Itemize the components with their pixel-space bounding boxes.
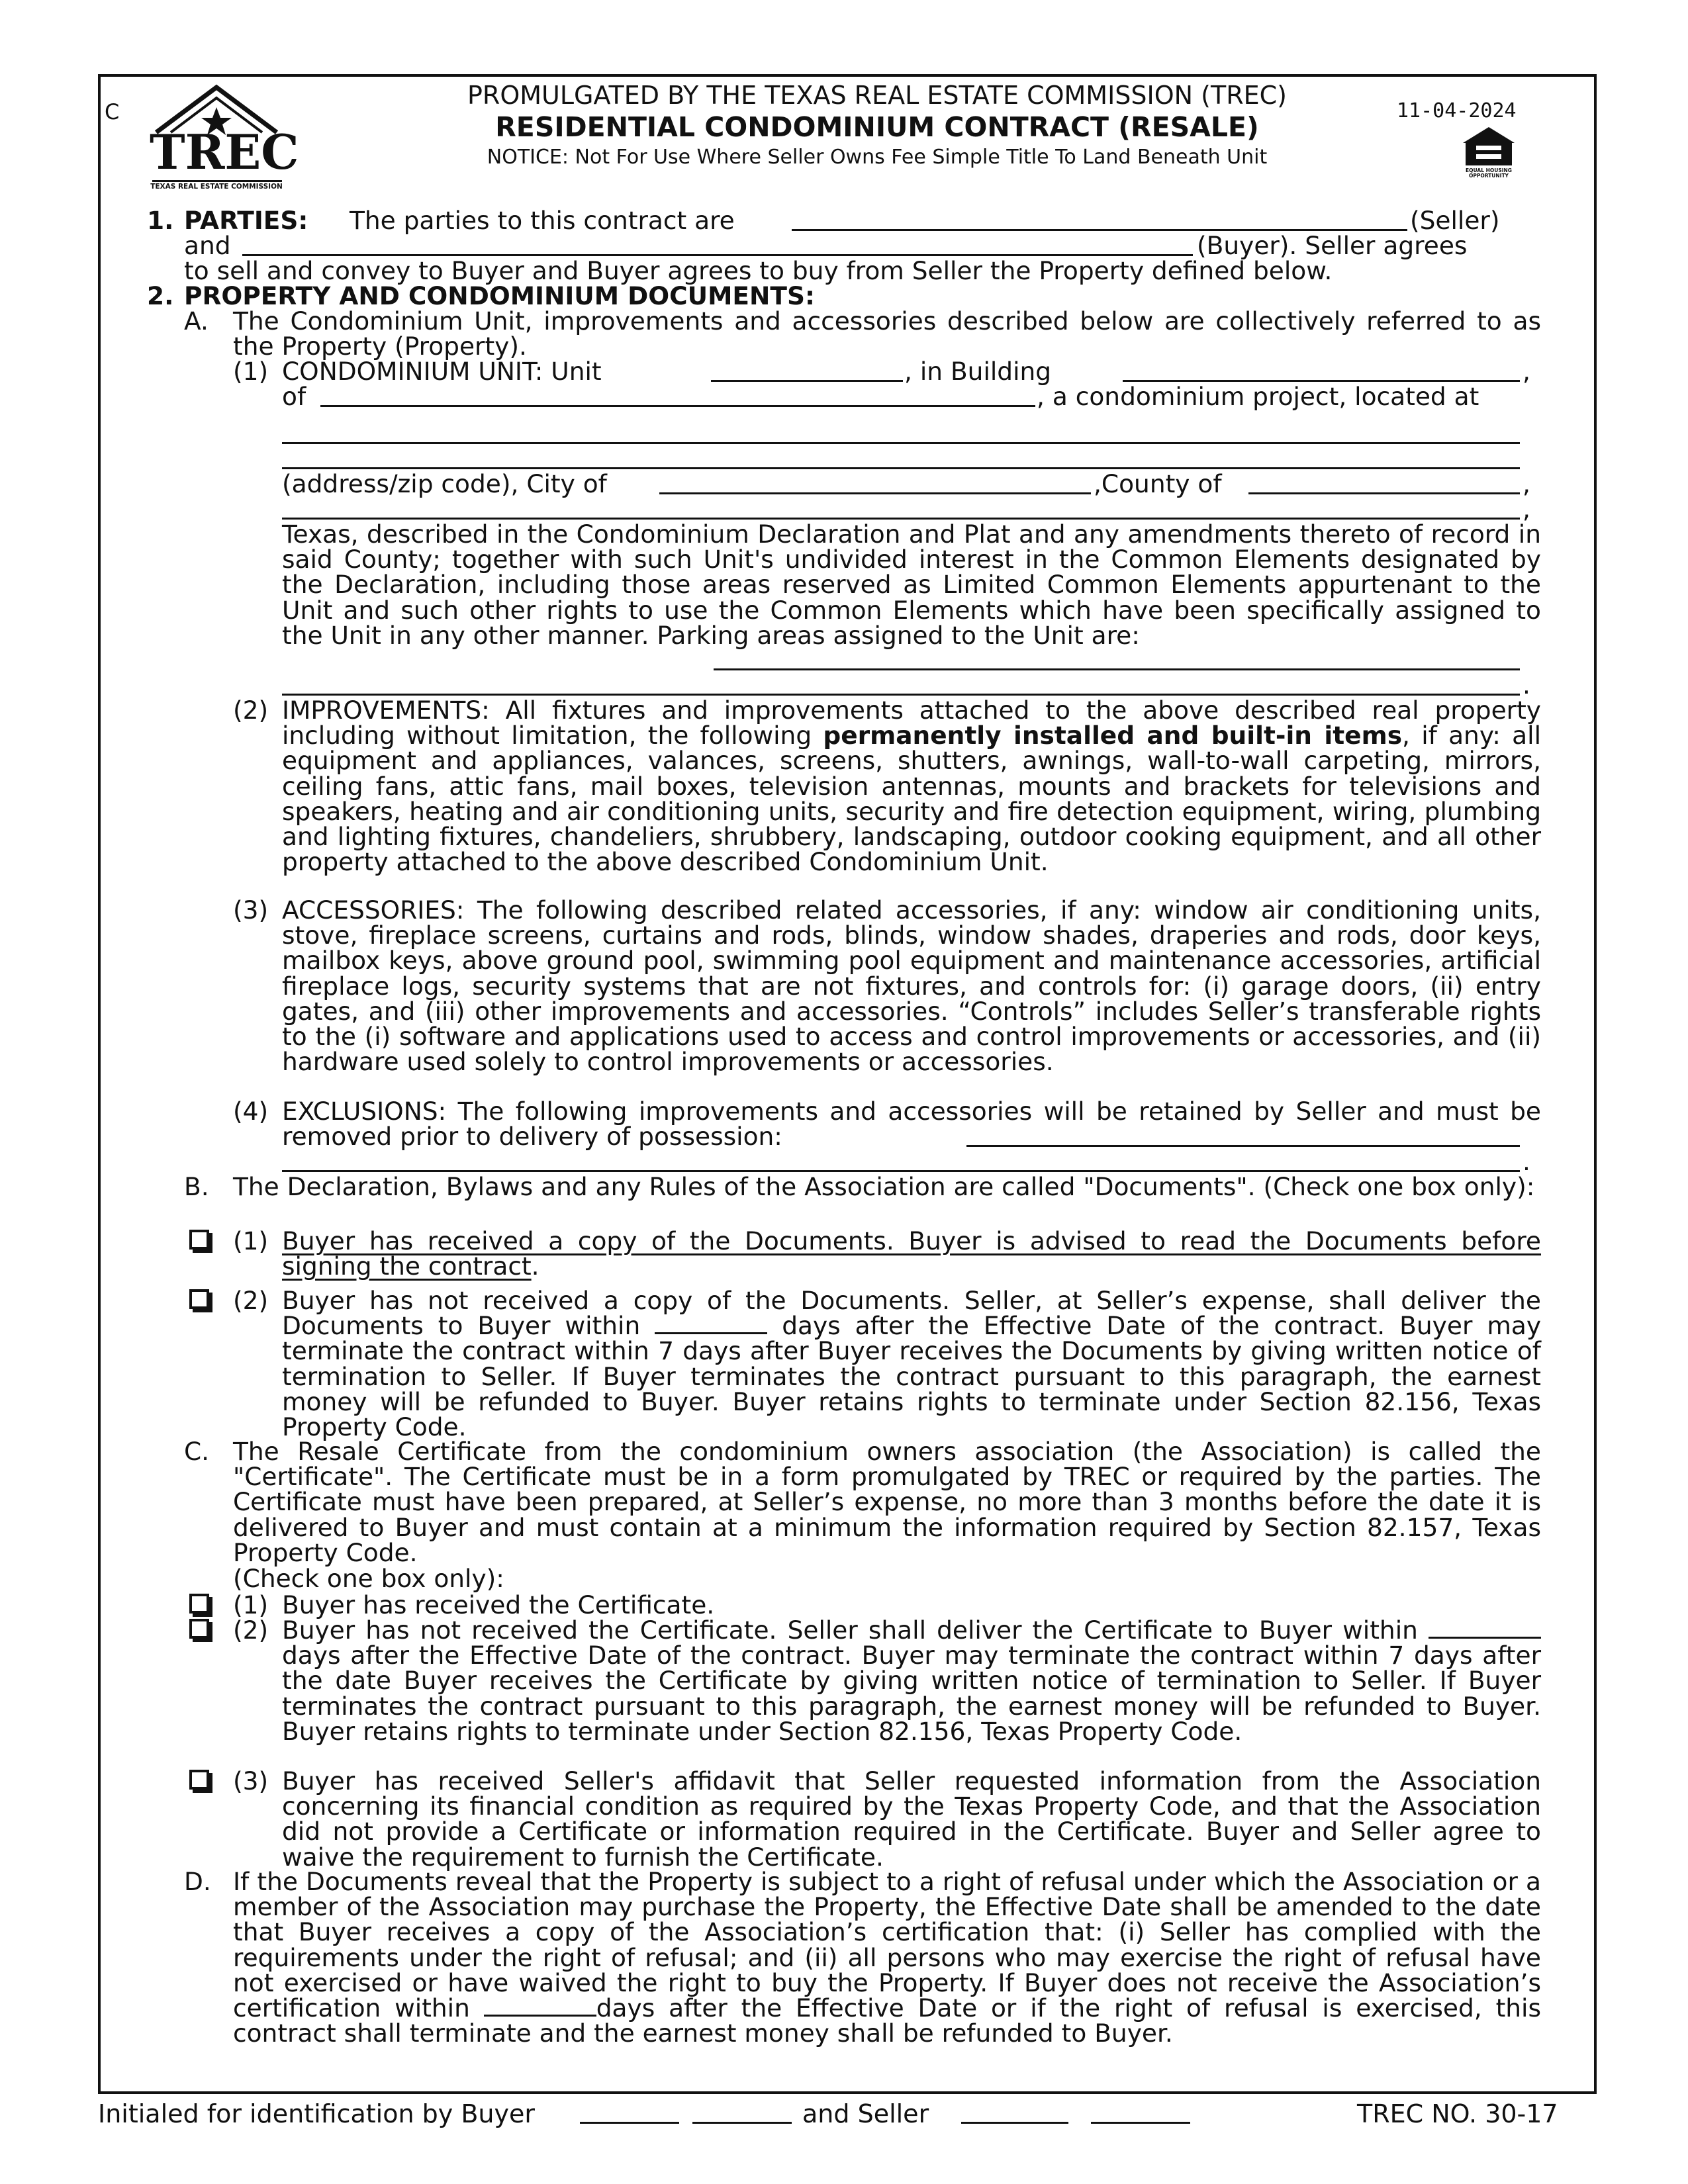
c1-text: Buyer has received the Certificate.	[282, 1590, 715, 1619]
improvements-text: IMPROVEMENTS: All fixtures and improvements attached to the above described real property including without limitation, the following permanently installed and built-in items, if any: all equipment and appliances, valances, screens, shutters, awnings, wall-to-wall carpeting, mirrors, ceiling fans, attic fans, mail boxes, television antennas, mounts and brackets for televisions and speakers, heating and air conditioning units, security and fire detection equipment, wiring, plumbing and lighting fixtures, chandeliers, shrubbery, landscaping, outdoor cooking equipment, and all other property attached to the above described Condominium Unit.	[282, 696, 1541, 877]
comma-1: ,	[1523, 357, 1530, 386]
para-b-label: B.	[184, 1172, 209, 1201]
para-a-label: A.	[184, 306, 209, 336]
seller-label: (Seller)	[1410, 206, 1500, 235]
para-c-label: C.	[184, 1437, 210, 1466]
comma-3: ,	[1523, 494, 1530, 523]
seller-initial-1[interactable]	[961, 2122, 1068, 2124]
project-label: , a condominium project, located at	[1037, 382, 1479, 411]
buyer-initial-2[interactable]	[692, 2122, 792, 2124]
and-label: and	[184, 231, 231, 260]
unit-label: CONDOMINIUM UNIT: Unit	[282, 357, 602, 386]
accessories-text: ACCESSORIES: The following described related accessories, if any: window air conditioning units, stove, fireplace screens, curtains and rods, blinds, window shades, draperies and rods, door keys, mailbox keys, above ground pool, swimming pool equipment and maintenance accessories, artificial fireplace logs, security systems that are not fixtures, and controls for: (i) garage doors, (ii) entry gates, and (iii) other improvements and accessories. “Controls” includes Seller’s transferable rights to the (i) software and applications used to access and control improvements or accessories, and (ii) hardware used solely to control improvements or accessories.	[282, 895, 1541, 1077]
buyer-label: (Buyer). Seller agrees	[1197, 231, 1468, 260]
c-check-one: (Check one box only):	[233, 1564, 504, 1593]
d-days-field[interactable]	[484, 1997, 596, 2017]
equal-housing-text: EQUAL HOUSING OPPORTUNITY	[1466, 167, 1512, 179]
c3-text: Buyer has received Seller's affidavit that Seller requested information from the Association concerning its financial condition as required by the Texas Property Code, and that the Association did not provide a Certificate or information required in the Certificate. Buyer and Seller agree to waive the requirement to furnish the Certificate.	[282, 1766, 1541, 1872]
trec-logo	[147, 81, 299, 193]
c1-number: (1)	[233, 1590, 269, 1619]
of-label: of	[282, 382, 306, 411]
in-building-label: , in Building	[904, 357, 1052, 386]
location-field-1[interactable]	[282, 442, 1520, 444]
address-city-label: (address/zip code), City of	[282, 469, 607, 498]
checkbox-c1[interactable]	[189, 1594, 209, 1614]
parking-field-1[interactable]	[714, 668, 1520, 670]
footer-initialed: Initialed for identification by Buyer	[98, 2099, 535, 2128]
b1-number: (1)	[233, 1226, 269, 1255]
form-notice: NOTICE: Not For Use Where Seller Owns Fee Simple Title To Land Beneath Unit	[487, 146, 1268, 169]
exclusions-field-1[interactable]	[966, 1145, 1520, 1147]
footer-and-seller: and Seller	[802, 2099, 929, 2128]
para-a-text: The Condominium Unit, improvements and accessories described below are collectively referred to as the Property (Property).	[233, 306, 1541, 361]
period-2: .	[1523, 1147, 1530, 1176]
b2-text: Buyer has not received a copy of the Documents. Seller, at Seller’s expense, shall deliver the Documents to Buyer within days after the Effective Date of the contract. Buyer may terminate the contract within 7 days after Buyer receives the Documents by giving written notice of termination to Seller. If Buyer terminates the contract pursuant to this paragraph, the earnest money will be refunded to Buyer. Buyer retains rights to terminate under Section 82.156, Texas Property Code.	[282, 1286, 1542, 1442]
para-d-label: D.	[184, 1867, 211, 1896]
section-2-number: 2.	[147, 281, 174, 310]
b1-text: Buyer has received a copy of the Documents. Buyer is advised to read the Documents before signing the contract.	[282, 1226, 1541, 1281]
period-1: .	[1523, 670, 1530, 700]
exclusions-text: EXCLUSIONS: The following improvements and accessories will be retained by Seller and must be removed prior to delivery of possession:	[282, 1097, 1541, 1152]
trec-logo-subtext: TEXAS REAL ESTATE COMMISSION	[150, 183, 283, 191]
c3-number: (3)	[233, 1766, 269, 1796]
buyer-initial-1[interactable]	[580, 2122, 679, 2124]
unit-number: (1)	[233, 357, 269, 386]
city-field[interactable]	[659, 492, 1091, 494]
county-field[interactable]	[1248, 492, 1520, 494]
b2-number: (2)	[233, 1286, 269, 1315]
exclusions-number: (4)	[233, 1097, 269, 1126]
trec-logo-text: TREC	[150, 124, 299, 180]
c2-number: (2)	[233, 1615, 269, 1645]
improvements-bold: permanently installed and built-in items	[823, 721, 1403, 751]
equal-housing-logo	[1460, 126, 1517, 189]
county-label: ,County of	[1094, 469, 1222, 498]
para-d-text: If the Documents reveal that the Property is subject to a right of refusal under which the Association or a member of the Association may purchase the Property, the Effective Date shall be amended to the date that Buyer receives a copy of the Association’s certification that: (i) Seller has complied with the requirements under the right of refusal; and (ii) all persons who may exercise the right of refusal have not exercised or have waived the right to buy the Property. If Buyer does not receive the Association’s certification within days after the Effective Date or if the right of refusal is exercised, this contract shall terminate and the earnest money shall be refunded to Buyer.	[233, 1867, 1541, 2048]
improvements-number: (2)	[233, 696, 269, 725]
unit-field[interactable]	[711, 380, 903, 382]
section-1-number: 1.	[147, 206, 174, 235]
promulgated-line: PROMULGATED BY THE TEXAS REAL ESTATE COMMISSION (TREC)	[467, 81, 1287, 110]
checkbox-c2[interactable]	[189, 1619, 209, 1639]
form-number: TREC NO. 30-17	[1357, 2099, 1558, 2128]
checkbox-b2[interactable]	[189, 1289, 209, 1309]
form-title: RESIDENTIAL CONDOMINIUM CONTRACT (RESALE)	[495, 111, 1259, 143]
b2-days-field[interactable]	[655, 1314, 767, 1334]
parties-convey: to sell and convey to Buyer and Buyer agrees to buy from Seller the Property defined below.	[184, 256, 1333, 285]
comma-2: ,	[1523, 469, 1530, 498]
checkbox-b1[interactable]	[189, 1230, 209, 1250]
corner-letter: C	[105, 99, 120, 124]
section-1-heading: PARTIES:	[184, 206, 308, 235]
section-2-heading: PROPERTY AND CONDOMINIUM DOCUMENTS:	[184, 281, 816, 310]
project-name-field[interactable]	[320, 405, 1035, 407]
equal-housing-icon	[1460, 126, 1517, 167]
form-date: 11-04-2024	[1397, 99, 1517, 122]
para-b-text: The Declaration, Bylaws and any Rules of the Association are called "Documents". (Check one box only):	[233, 1172, 1535, 1201]
parties-intro: The parties to this contract are	[350, 206, 735, 235]
para-c-text: The Resale Certificate from the condominium owners association (the Association) is called the "Certificate". The Certificate must be in a form promulgated by TREC or required by the parties. The Certificate must have been prepared, at Seller’s expense, no more than 3 months before the date it is delivered to Buyer and must contain at a minimum the information required by Section 82.157, Texas Property Code.	[233, 1437, 1541, 1567]
unit-description: Texas, described in the Condominium Declaration and Plat and any amendments thereto of record in said County; together with such Unit's undivided interest in the Common Elements designated by the Declaration, including those areas reserved as Limited Common Elements appurtenant to the Unit and such other rights to use the Common Elements which have been specifically assigned to the Unit in any other manner. Parking areas assigned to the Unit are:	[282, 520, 1541, 650]
accessories-number: (3)	[233, 895, 269, 925]
c2-text: Buyer has not received the Certificate. Seller shall deliver the Certificate to Buyer within days after the Effective Date of the contract. Buyer may terminate the contract within 7 days after the date Buyer receives the Certificate by giving written notice of termination to Seller. If Buyer terminates the contract pursuant to this paragraph, the earnest money will be refunded to Buyer. Buyer retains rights to terminate under Section 82.156, Texas Property Code.	[282, 1615, 1541, 1746]
checkbox-c3[interactable]	[189, 1770, 209, 1790]
seller-initial-2[interactable]	[1091, 2122, 1190, 2124]
c2-days-field[interactable]	[1429, 1619, 1541, 1639]
